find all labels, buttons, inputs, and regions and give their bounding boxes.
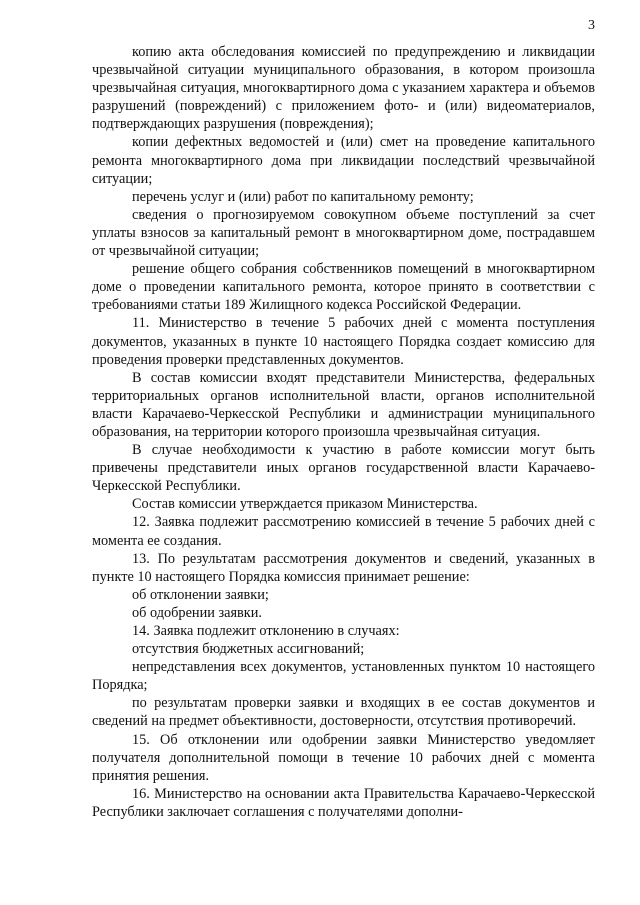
- paragraph: об отклонении заявки;: [132, 586, 269, 603]
- document-body: [92, 43, 595, 821]
- paragraph: 12. Заявка подлежит рассмотрению комиссией в течение 5 рабочих дней с момента ее создания.: [92, 514, 595, 549]
- paragraph: об одобрении заявки.: [132, 604, 262, 621]
- paragraph: В случае необходимости к участию в работе комиссии могут быть привечены представители иных органов государственной власти Карачаево-Черкесской Республики.: [92, 442, 595, 495]
- paragraph: 13. По результатам рассмотрения документов и сведений, указанных в пункте 10 настоящего Порядка комиссия принимает решение:: [92, 550, 595, 585]
- paragraph: копии дефектных ведомостей и (или) смет на проведение капитального ремонта многоквартирного дома при ликвидации последствий чрезвычайной ситуации;: [92, 134, 595, 187]
- paragraph: перечень услуг и (или) работ по капитальному ремонту;: [132, 188, 474, 205]
- page-number: 3: [588, 18, 595, 33]
- paragraph: В состав комиссии входят представители Министерства, федеральных территориальных органов исполнительной власти, органов исполнительной власти Карачаево-Черкесской Республики и администрации муниципального образования, на территории которого произошла чрезвычайная ситуация.: [92, 369, 595, 440]
- paragraph: 14. Заявка подлежит отклонению в случаях:: [132, 623, 400, 639]
- paragraph: 11. Министерство в течение 5 рабочих дней с момента поступления документов, указанных в пункте 10 настоящего Порядка создает комиссию для проведения проверки представленных документов.: [92, 315, 595, 368]
- paragraph: сведения о прогнозируемом совокупном объеме поступлений за счет уплаты взносов за капитальный ремонт в многоквартирном доме, пострадавшем от чрезвычайной ситуации;: [92, 206, 595, 260]
- paragraph: по результатам проверки заявки и входящих в ее состав документов и сведений на предмет объективности, достоверности, отсутствия противоречий.: [92, 695, 595, 730]
- paragraph: 15. Об отклонении или одобрении заявки Министерство уведомляет получателя дополнительной помощи в течение 10 рабочих дней с момента принятия решения.: [92, 731, 595, 784]
- paragraph: непредставления всех документов, установленных пунктом 10 настоящего Порядка;: [92, 659, 595, 694]
- paragraph: решение общего собрания собственников помещений в многоквартирном доме о проведении капитального ремонта, которое принято в соответствии с требованиями статьи 189 Жилищного кодекса Российской Федерации.: [92, 261, 595, 314]
- paragraph: отсутствия бюджетных ассигнований;: [132, 641, 365, 658]
- paragraph: Состав комиссии утверждается приказом Министерства.: [132, 496, 478, 513]
- paragraph: 16. Министерство на основании акта Правительства Карачаево-Черкесской Республики заключает соглашения с получателями дополни-: [92, 785, 595, 820]
- paragraph: копию акта обследования комиссией по предупреждению и ликвидации чрезвычайной ситуации муниципального образования, в котором произошла чрезвычайная ситуация, многоквартирного дома с указанием характера и объемов разрушений (повреждений) с приложением фото- и (или) видеоматериалов, подтверждающих разрушения (повреждения);: [92, 44, 595, 133]
